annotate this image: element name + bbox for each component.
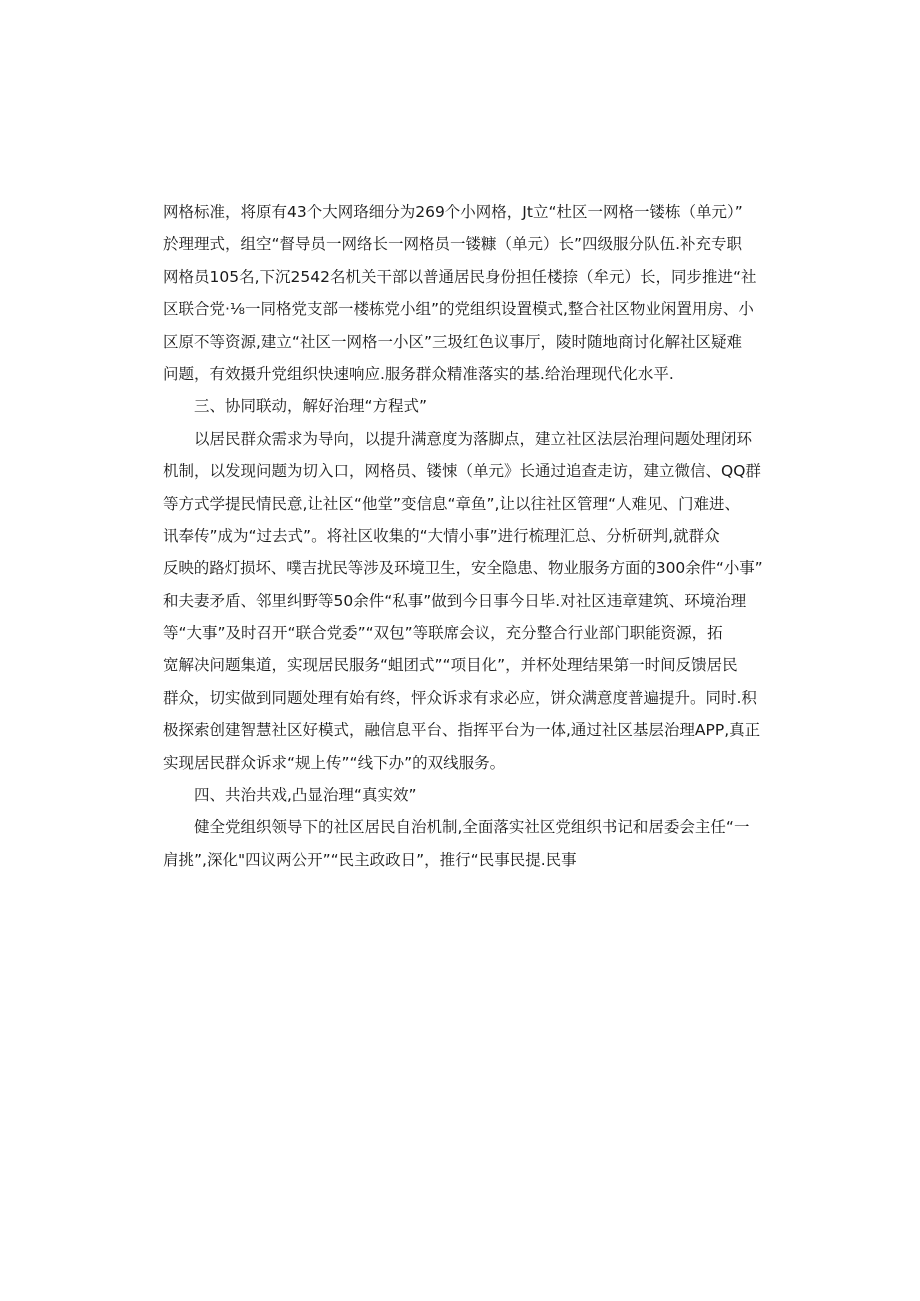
paragraph-line: 问题，有效摄升党组织快速响应.服务群众精准落实的基.给治理现代化水平. xyxy=(163,364,674,383)
paragraph-line: 实现居民群众诉求“规上传”“线下办”的双线服务。 xyxy=(163,753,506,772)
paragraph-line: 以居民群众需求为导向，以提升满意度为落脚点，建立社区法层治理问题处理闭环 xyxy=(194,429,753,448)
section-heading-4: 四、共治共戏,凸显治理“真实效” xyxy=(194,786,417,805)
paragraph-line: 区联合党·⅛一同格党支部一楼栋党小组”的党组织设置模式,整合社区物业闲置用房、小 xyxy=(163,300,754,319)
paragraph-line: 机制，以发现问题为切入口，网格员、镂悚（单元》长通过追查走访，建立微信、QQ群 xyxy=(163,462,761,481)
paragraph-line: 等“大事”及时召开“联合党委”“双包”等联席会议，充分整合行业部门职能资源，拓 xyxy=(163,624,723,643)
paragraph-line: 宽解决问题集道，实现居民服务“蛆团式”“项目化”，并杯处理结果第一时间反馈居民 xyxy=(163,656,738,675)
paragraph-line: 健全党组织领导下的社区居民自治机制,全面落实社区党组织书记和居委会主任“一 xyxy=(194,818,750,837)
paragraph-line: 等方式学提民情民意,让社区“他堂”变信息“章鱼”,让以往社区管理“人难见、门难进、 xyxy=(163,494,741,513)
paragraph-line: 反映的路灯损坏、噗吉扰民等涉及环境卫生，安全隐患、物业服务方面的300余件“小事” xyxy=(163,559,763,578)
paragraph-line: 极探索创建智慧社区好模式，融信息平台、指挥平台为一体,通过社区基层治理APP,真正 xyxy=(163,721,761,740)
paragraph-line: 网格标准，将原有43个大网珞细分为269个小网格，Jt立“杜区一网格一镂栋（单元）” xyxy=(163,203,743,221)
paragraph-line: 和夫妻矛盾、邻里纠野等50余件“私事”做到今日事今日毕.对社区违章建筑、环境治理 xyxy=(163,591,747,610)
body-text xyxy=(163,196,763,876)
section-heading-3: 三、协同联动，解好治理“方程式” xyxy=(194,397,428,416)
paragraph-line: 肩挑”,深化"四议两公开”“民主政政日”，推行“民事民提.民事 xyxy=(163,850,577,869)
paragraph-line: 区原不等资源,建立“社区一网格一小区”三圾红色议事厅，陵时随地商讨化解社区疑难 xyxy=(163,332,742,351)
paragraph-line: 网格员105名,下沉2542名机关干部以普通居民身份担任楼捺（牟元）长，同步推进“社 xyxy=(163,267,757,286)
paragraph-line: 群众，切实做到同题处理有始有终，怦众诉求有求必应，饼众满意度普遍提升。同时.积 xyxy=(163,688,757,707)
paragraph-line: 於理理式，组空“督导员一网络长一网格员一镂糠（单元）长”四级服分队伍.补充专职 xyxy=(163,235,742,254)
paragraph-line: 讯奉传”成为“过去式”。将社区收集的“大情小事”进行梳理汇总、分析研判,就群众 xyxy=(163,526,720,545)
